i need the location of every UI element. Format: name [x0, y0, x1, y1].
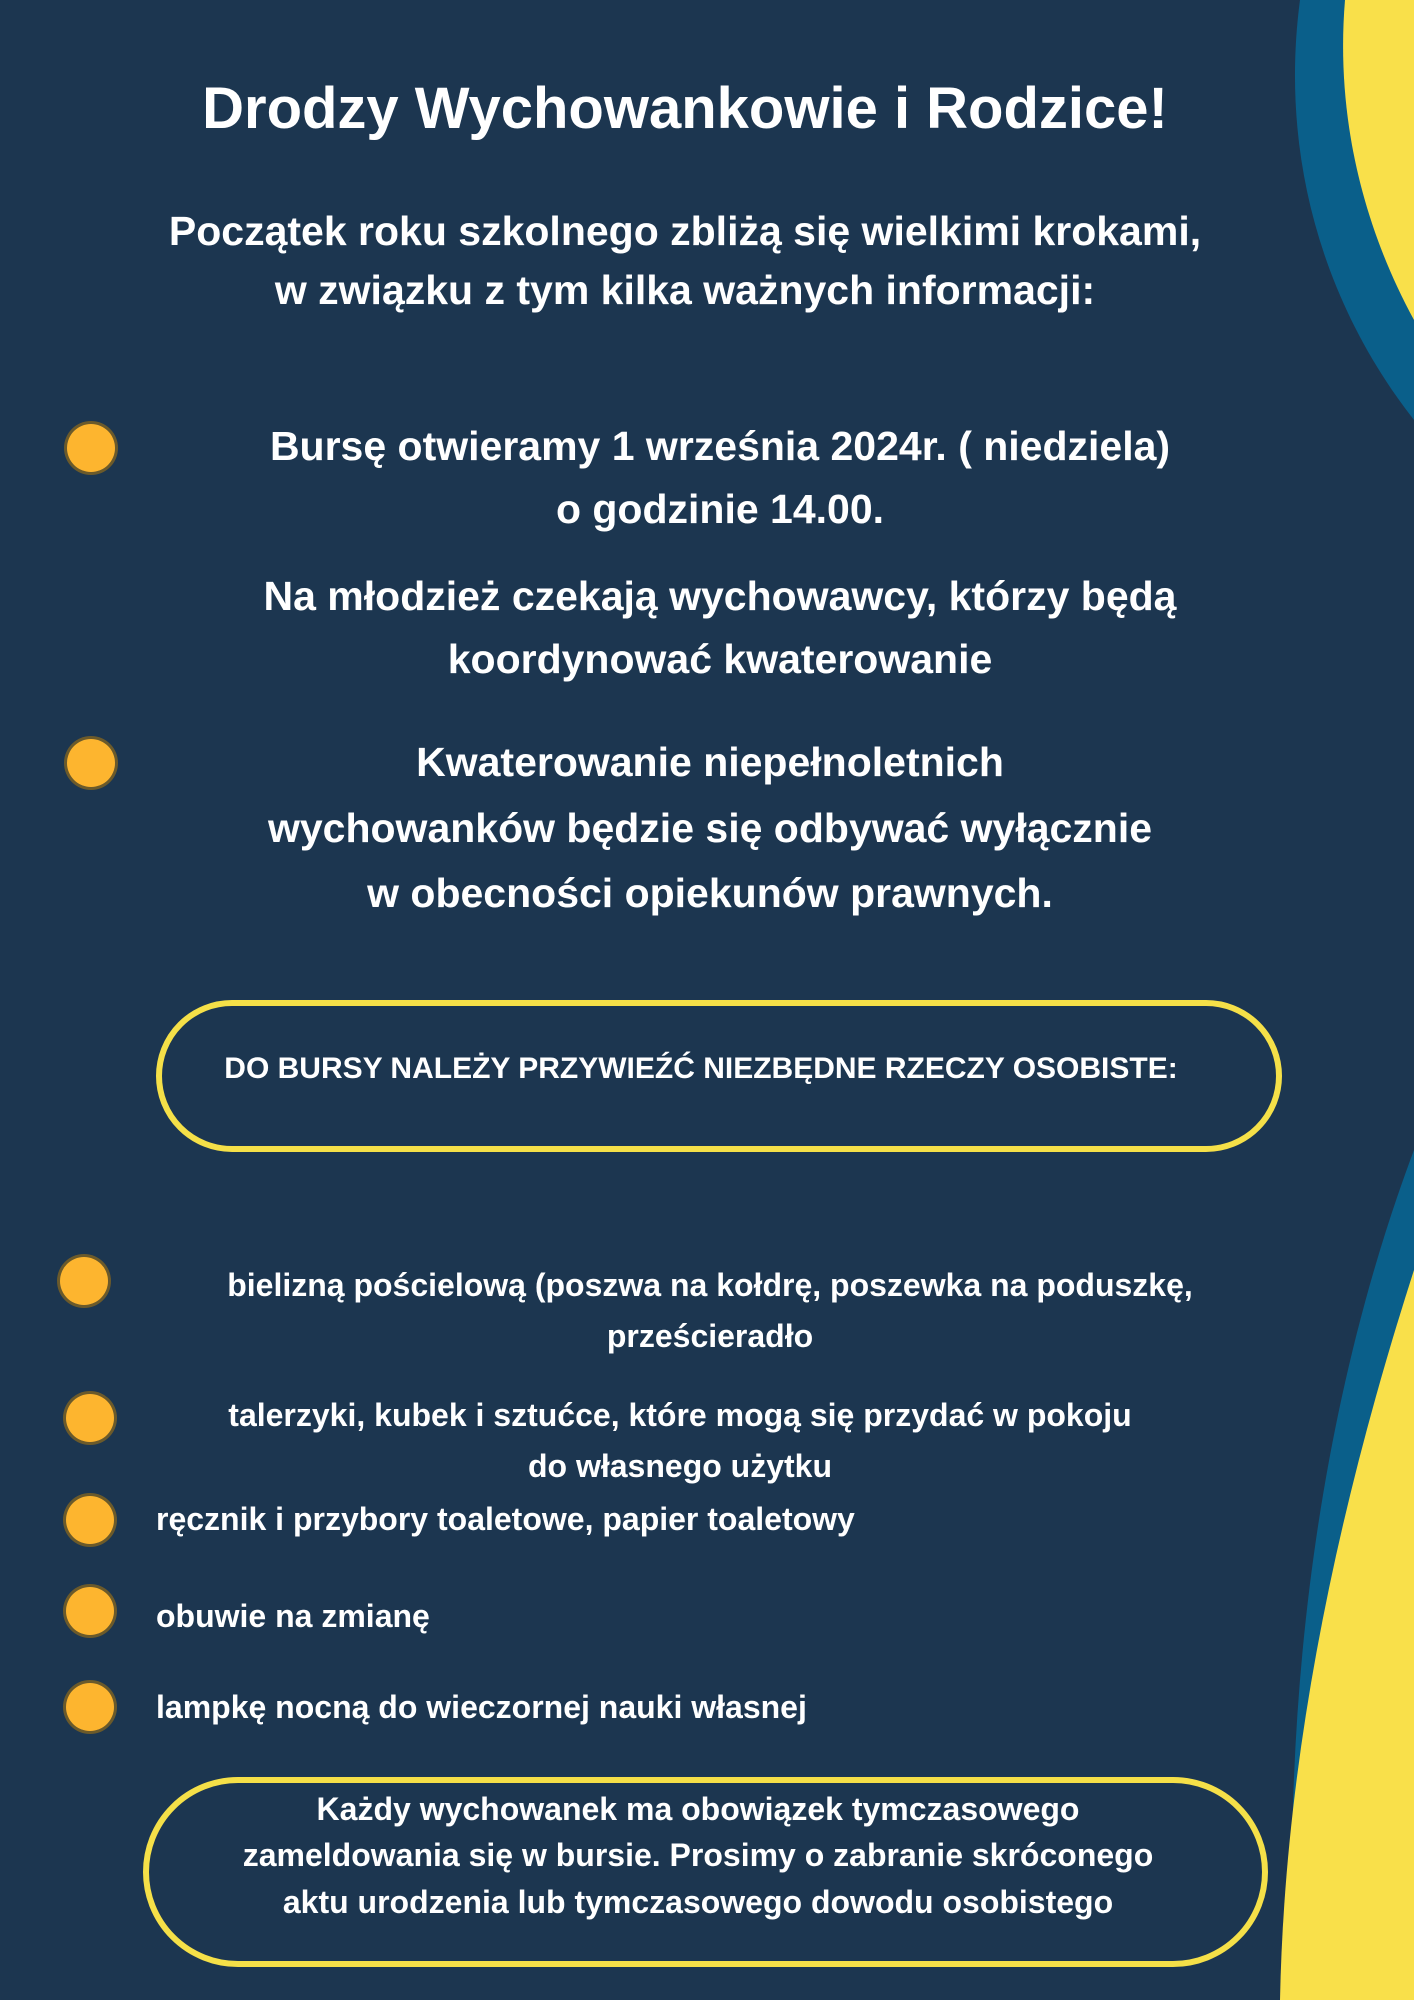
- info-line: w obecności opiekunów prawnych.: [367, 870, 1053, 917]
- items-header: DO BURSY NALEŻY PRZYWIEŹĆ NIEZBĘDNE RZECZY OSOBISTE:: [224, 1052, 1178, 1085]
- list-item: [150, 1260, 1270, 1362]
- list-item: ręcznik i przybory toaletowe, papier toaletowy: [156, 1501, 855, 1537]
- info-line: Kwaterowanie niepełnoletnich: [416, 739, 1004, 785]
- notice-text: [143, 1786, 1253, 1925]
- info-line: koordynować kwaterowanie: [447, 635, 993, 682]
- info-line: wychowanków będzie się odbywać wyłącznie: [267, 804, 1153, 851]
- notice-line: zameldowania się w bursie. Prosimy o zabranie skróconego: [242, 1837, 1154, 1874]
- bullet-icon: [66, 1394, 114, 1442]
- list-item: lampkę nocną do wieczornej nauki własnej: [156, 1689, 807, 1725]
- list-item-line: do własnego użytku: [527, 1448, 833, 1485]
- bullet-icon: [60, 1257, 108, 1305]
- list-item-line: prześcieradło: [606, 1318, 814, 1355]
- notice-line: Każdy wychowanek ma obowiązek tymczasowego: [316, 1791, 1080, 1827]
- info-opening: [120, 415, 1320, 540]
- notice-line: aktu urodzenia lub tymczasowego dowodu osobistego: [282, 1883, 1114, 1920]
- bullet-icon: [66, 1683, 114, 1731]
- bullet-icon: [67, 424, 115, 472]
- info-line: o godzinie 14.00.: [555, 485, 885, 532]
- list-item-line: talerzyki, kubek i sztućce, które mogą się przydać w pokoju: [228, 1397, 1132, 1433]
- list-item-line: bielizną pościelową (poszwa na kołdrę, poszewka na poduszkę,: [227, 1267, 1193, 1303]
- info-line: Bursę otwieramy 1 września 2024r. ( niedziela): [269, 423, 1171, 469]
- intro-text: [0, 202, 1370, 321]
- page-title: Drodzy Wychowankowie i Rodzice!: [202, 76, 1168, 141]
- bullet-icon: [67, 739, 115, 787]
- info-guardians: [110, 730, 1310, 927]
- info-line: Na młodzież czekają wychowawcy, którzy będą: [263, 573, 1177, 619]
- list-item: obuwie na zmianę: [156, 1598, 430, 1634]
- bullet-icon: [66, 1587, 114, 1635]
- list-item: [150, 1390, 1210, 1492]
- info-staff: [120, 565, 1320, 690]
- intro-line: w związku z tym kilka ważnych informacji:: [274, 267, 1096, 314]
- intro-line: Początek roku szkolnego zbliżą się wielkimi krokami,: [168, 208, 1202, 254]
- bullet-icon: [66, 1496, 114, 1544]
